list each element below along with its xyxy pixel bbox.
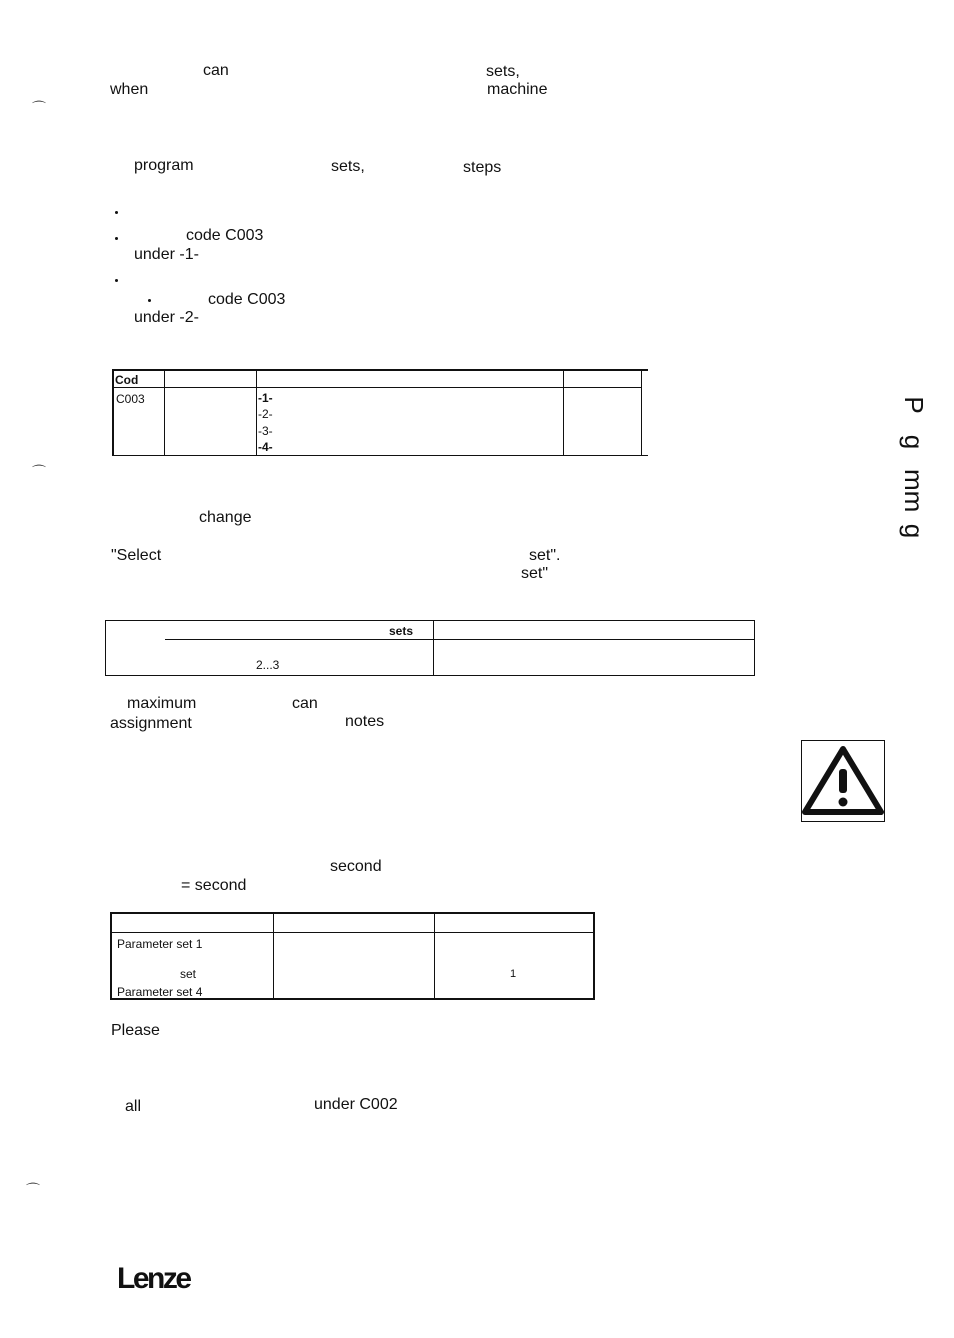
select-word: "Select xyxy=(111,547,162,564)
margin-mark: ⌒ xyxy=(32,464,46,480)
margin-mark: ⌒ xyxy=(32,100,46,116)
program-word-sets: sets, xyxy=(331,158,365,175)
intro-word-can: can xyxy=(203,62,229,79)
program-word: program xyxy=(134,157,194,174)
parameter-table-row-2: set xyxy=(180,967,197,981)
sets-table-header: sets xyxy=(389,624,414,638)
max-word-notes: notes xyxy=(345,713,385,730)
code-table-value-4: -4- xyxy=(258,440,273,454)
bullet-1 xyxy=(115,211,118,214)
intro-word-machine: machine xyxy=(487,81,548,98)
bullet-2-code: code C003 xyxy=(186,227,264,244)
code-table xyxy=(112,369,648,456)
all-word: all xyxy=(125,1098,142,1115)
parameter-table-row-3: Parameter set 4 xyxy=(117,985,203,999)
bullet-3-sub xyxy=(148,299,151,302)
code-table-header: Cod xyxy=(115,373,139,387)
code-table-value-1: -1- xyxy=(258,391,273,405)
max-word-can: can xyxy=(292,695,318,712)
code-table-value-3: -3- xyxy=(258,424,273,438)
max-word: maximum xyxy=(127,695,197,712)
bullet-2-under: under -1- xyxy=(134,246,199,263)
parameter-table-cell: 1 xyxy=(510,968,517,980)
warning-triangle-icon xyxy=(802,745,884,817)
second-word: second xyxy=(330,858,382,875)
code-table-code: C003 xyxy=(116,392,145,406)
side-letter-p: P xyxy=(899,396,929,414)
max-word-assignment: assignment xyxy=(110,715,192,732)
sets-table xyxy=(105,620,755,676)
bullet-3-code: code C003 xyxy=(208,291,286,308)
side-letter-g2: g xyxy=(899,523,929,539)
parameter-table xyxy=(110,912,595,1000)
intro-word-sets: sets, xyxy=(486,63,520,80)
intro-word-when: when xyxy=(110,81,149,98)
side-letter-mm: mm xyxy=(899,469,929,513)
side-letter-g: g xyxy=(899,434,929,450)
bullet-2 xyxy=(115,237,118,240)
select-word-set: set". xyxy=(529,547,561,564)
all-word-under: under C002 xyxy=(314,1096,398,1113)
warning-box xyxy=(801,740,885,822)
lenze-logo: Lenze xyxy=(117,1262,190,1295)
sets-table-value: 2...3 xyxy=(256,658,280,672)
margin-mark: ⌒ xyxy=(26,1182,40,1198)
parameter-table-row-1: Parameter set 1 xyxy=(117,937,203,951)
bullet-3 xyxy=(115,279,118,282)
select-word-set-quote: set" xyxy=(521,565,549,582)
bullet-3-under: under -2- xyxy=(134,309,199,326)
change-word: change xyxy=(199,509,252,526)
second-word-eq: = second xyxy=(181,877,247,894)
program-word-steps: steps xyxy=(463,159,502,176)
code-table-value-2: -2- xyxy=(258,407,273,421)
please-word: Please xyxy=(111,1022,160,1039)
